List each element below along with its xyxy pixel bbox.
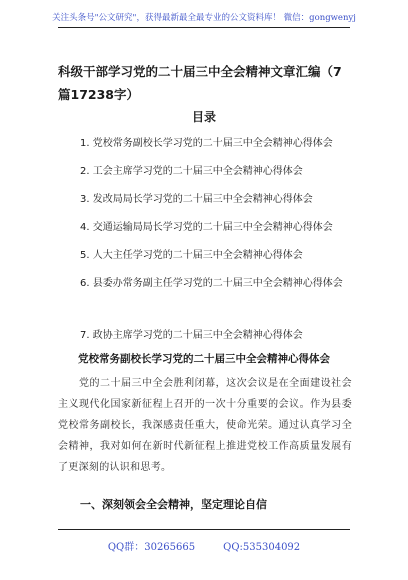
toc-item-4[interactable]: 4. 交通运输局局长学习党的二十届三中全会精神心得体会 [80,222,333,233]
toc-item-6[interactable]: 6. 县委办常务副主任学习党的二十届三中全会精神心得体会 [80,278,343,289]
body-paragraph: 党的二十届三中全会胜利闭幕，这次会议是在全面建设社会主义现代化国家新征程上召开的一次十分重要的会议。作为县委党校常务副校长，我深感责任重大，使命光荣。通过认真学习全会精神，我对如何在新时代新征程上推进党校工作高质量发展有了更深刻的认识和思考。 [58,378,352,473]
footer-qq-group: QQ群：30265665 [107,542,196,553]
toc-item-7[interactable]: 7. 政协主席学习党的二十届三中全会精神心得体会 [80,330,303,341]
document-title: 科级干部学习党的二十届三中全会精神文章汇编（7篇17238字） [58,64,342,102]
sub-heading: 一、深刻领会全会精神，坚定理论自信 [80,498,267,511]
footer-qq: QQ:535304092 [223,542,301,553]
section-title: 党校常务副校长学习党的二十届三中全会精神心得体会 [78,353,330,365]
toc-heading: 目录 [191,110,216,124]
header-promo-note: 关注头条号"公文研究"，获得最新最全最专业的公文资料库！ 微信：gongwenyj [52,13,356,23]
toc-item-5[interactable]: 5. 人大主任学习党的二十届三中全会精神心得体会 [80,250,303,261]
header-divider [58,27,350,28]
toc-item-2[interactable]: 2. 工会主席学习党的二十届三中全会精神心得体会 [80,166,303,177]
footer-contact [0,538,408,553]
toc-item-1[interactable]: 1. 党校常务副校长学习党的二十届三中全会精神心得体会 [80,138,333,149]
footer-divider [58,529,350,530]
toc-item-3[interactable]: 3. 发改局局长学习党的二十届三中全会精神心得体会 [80,194,313,205]
